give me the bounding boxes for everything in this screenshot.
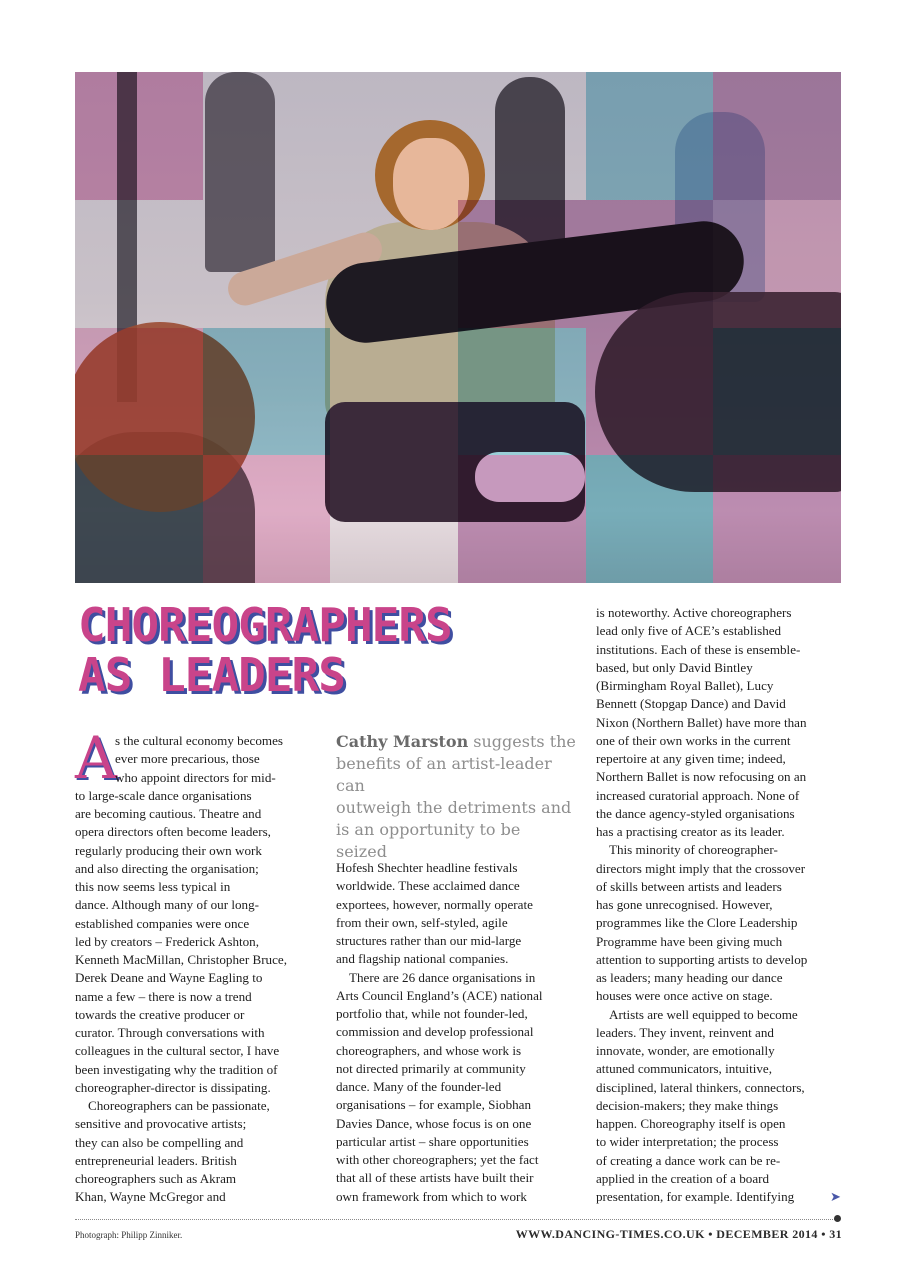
standfirst bbox=[336, 731, 576, 863]
body-text-line: Khan, Wayne McGregor and bbox=[75, 1189, 226, 1205]
tint-cell bbox=[75, 328, 203, 456]
body-text-line: repertoire at any given time; indeed, bbox=[596, 751, 786, 766]
body-text-line: one of their own works in the current bbox=[596, 732, 791, 748]
body-text-line: institutions. Each of these is ensemble- bbox=[596, 641, 801, 657]
tint-cell bbox=[586, 328, 714, 456]
body-text-line: Bennett (Stopgap Dance) and David bbox=[596, 696, 786, 712]
body-text-line: they can also be compelling and bbox=[75, 1134, 244, 1150]
body-text-line: established companies were once bbox=[75, 915, 250, 931]
body-text-line: Nixon (Northern Ballet) have more than bbox=[596, 714, 807, 730]
body-text-line: This minority of choreographer- bbox=[609, 842, 778, 858]
colour-tint-grid bbox=[75, 72, 841, 583]
body-text-line: with other choreographers; yet the fact bbox=[336, 1152, 539, 1167]
standfirst-text: suggests the bbox=[468, 732, 576, 751]
body-text-line: decision-makers; they make things bbox=[596, 1097, 779, 1113]
body-text-line: worldwide. These acclaimed dance bbox=[336, 878, 520, 894]
dance-rehearsal-photo bbox=[75, 72, 841, 583]
body-text-line: dance. Many of the founder-led bbox=[336, 1079, 502, 1094]
body-text-line: structures rather than our mid-large bbox=[336, 933, 522, 948]
body-text-line: Derek Deane and Wayne Eagling to bbox=[75, 970, 263, 986]
body-text-line: applied in the creation of a board bbox=[596, 1170, 770, 1186]
body-text-line: is noteworthy. Active choreographers bbox=[596, 605, 792, 620]
body-text-line: There are 26 dance organisations in bbox=[349, 969, 536, 985]
body-column-2 bbox=[336, 859, 576, 1206]
body-text-line: dance. Although many of our long- bbox=[75, 897, 260, 913]
body-text-line: Hofesh Shechter headline festivals bbox=[336, 860, 518, 875]
body-text-line: entrepreneurial leaders. British bbox=[75, 1152, 237, 1168]
tint-cell bbox=[458, 455, 586, 583]
body-text-line: towards the creative producer or bbox=[75, 1006, 245, 1022]
body-text-line: opera directors often become leaders, bbox=[75, 824, 271, 840]
tint-cell bbox=[713, 72, 841, 200]
body-text-line: organisations – for example, Siobhan bbox=[336, 1097, 532, 1113]
body-text-line: are becoming cautious. Theatre and bbox=[75, 806, 262, 821]
body-text-line: led by creators – Frederick Ashton, bbox=[75, 933, 259, 949]
tint-cell bbox=[203, 455, 331, 583]
body-text-line: programmes like the Clore Leadership bbox=[596, 915, 798, 931]
body-text-line: innovate, wonder, are emotionally bbox=[596, 1043, 775, 1058]
body-text-line: to wider interpretation; the process bbox=[596, 1134, 779, 1150]
body-text-line: particular artist – share opportunities bbox=[336, 1133, 529, 1149]
body-text-line: ever more precarious, those bbox=[115, 751, 260, 767]
body-text-line: Kenneth MacMillan, Christopher Bruce, bbox=[75, 952, 287, 967]
tint-cell bbox=[713, 328, 841, 456]
body-column-3 bbox=[596, 604, 841, 1206]
body-text-line: has gone unrecognised. However, bbox=[596, 897, 773, 912]
author-name: Cathy Marston bbox=[336, 732, 469, 751]
body-text-line: and flagship national companies. bbox=[336, 951, 509, 967]
body-text-line: has a practising creator as its leader. bbox=[596, 824, 785, 839]
tint-cell bbox=[713, 455, 841, 583]
body-text-line: choreographer-director is dissipating. bbox=[75, 1079, 271, 1095]
body-text-line: choreographers such as Akram bbox=[75, 1171, 237, 1186]
body-text-line: been investigating why the tradition of bbox=[75, 1061, 278, 1077]
tint-cell bbox=[458, 200, 586, 328]
body-text-line: Arts Council England’s (ACE) national bbox=[336, 987, 543, 1003]
body-text-line: from their own, self-styled, agile bbox=[336, 914, 508, 930]
body-text-line: curator. Through conversations with bbox=[75, 1025, 265, 1040]
body-text-line: attuned communicators, intuitive, bbox=[596, 1061, 772, 1077]
body-text-line: increased curatorial approach. None of bbox=[596, 787, 800, 803]
body-text-line: based, but only David Bintley bbox=[596, 659, 753, 675]
body-text-line: Programme have been giving much bbox=[596, 933, 783, 949]
tint-cell bbox=[75, 455, 203, 583]
body-text-line: name a few – there is now a trend bbox=[75, 988, 252, 1004]
body-text-line: this now seems less typical in bbox=[75, 879, 231, 894]
article-headline bbox=[78, 600, 518, 700]
body-text-line: (Birmingham Royal Ballet), Lucy bbox=[596, 678, 774, 693]
body-text-line: lead only five of ACE’s established bbox=[596, 623, 782, 639]
standfirst-text: outweigh the detriments and bbox=[336, 798, 572, 817]
body-column-1 bbox=[75, 732, 325, 1207]
body-text-line: that all of these artists have built their bbox=[336, 1170, 534, 1186]
body-text-line: colleagues in the cultural sector, I have bbox=[75, 1043, 280, 1059]
body-text-line: s the cultural economy becomes bbox=[115, 733, 283, 748]
body-text-line: not directed primarily at community bbox=[336, 1060, 526, 1076]
standfirst-text: benefits of an artist-leader can bbox=[336, 754, 552, 795]
body-text-line: of skills between artists and leaders bbox=[596, 878, 782, 894]
body-text-line: as leaders; many heading our dance bbox=[596, 970, 783, 985]
standfirst-text: is an opportunity to be seized bbox=[336, 820, 521, 861]
tint-cell bbox=[713, 200, 841, 328]
body-text-line: own framework from which to work bbox=[336, 1188, 527, 1204]
body-text-line: presentation, for example. Identifying bbox=[596, 1189, 795, 1204]
footer-bullet bbox=[834, 1215, 841, 1222]
photo-credit: Photograph: Philipp Zinniker. bbox=[75, 1230, 183, 1240]
tint-cell bbox=[75, 72, 203, 200]
body-text-line: and also directing the organisation; bbox=[75, 860, 259, 876]
body-text-line: choreographers, and whose work is bbox=[336, 1042, 522, 1058]
body-text-line: Northern Ballet is now refocusing on an bbox=[596, 769, 807, 785]
tint-cell bbox=[586, 200, 714, 328]
headline-line: CHOREOGRAPHERS bbox=[78, 598, 452, 652]
tint-cell bbox=[586, 455, 714, 583]
tint-cell bbox=[203, 328, 331, 456]
body-text-line: leaders. They invent, reinvent and bbox=[596, 1024, 774, 1040]
body-text-line: of creating a dance work can be re- bbox=[596, 1152, 781, 1168]
body-text-line: portfolio that, while not founder-led, bbox=[336, 1006, 528, 1021]
headline-line: AS LEADERS bbox=[78, 648, 345, 702]
body-text-line: disciplined, lateral thinkers, connectors, bbox=[596, 1079, 805, 1095]
body-text-line: Choreographers can be passionate, bbox=[88, 1098, 270, 1113]
page-folio: WWW.DANCING-TIMES.CO.UK • DECEMBER 2014 • 31 bbox=[515, 1227, 842, 1241]
body-text-line: Davies Dance, whose focus is on one bbox=[336, 1115, 532, 1131]
body-text-line: happen. Choreography itself is open bbox=[596, 1116, 786, 1131]
tint-cell bbox=[458, 328, 586, 456]
body-text-line: houses were once active on stage. bbox=[596, 988, 773, 1004]
body-text-line: Artists are well equipped to become bbox=[609, 1006, 798, 1022]
body-text-line: who appoint directors for mid- bbox=[115, 769, 276, 785]
continue-arrow-icon: ➤ bbox=[830, 1190, 841, 1205]
tint-cell bbox=[586, 72, 714, 200]
body-text-line: exportees, however, normally operate bbox=[336, 896, 533, 912]
body-text-line: directors might imply that the crossover bbox=[596, 860, 806, 876]
body-text-line: attention to supporting artists to develop bbox=[596, 951, 808, 967]
body-text-line: commission and develop professional bbox=[336, 1024, 534, 1040]
footer-divider bbox=[75, 1219, 835, 1220]
body-text-line: regularly producing their own work bbox=[75, 842, 262, 858]
body-text-line: to large-scale dance organisations bbox=[75, 787, 252, 803]
body-text-line: the dance agency-styled organisations bbox=[596, 805, 795, 821]
body-text-line: sensitive and provocative artists; bbox=[75, 1116, 247, 1132]
drop-cap: A bbox=[75, 724, 117, 792]
